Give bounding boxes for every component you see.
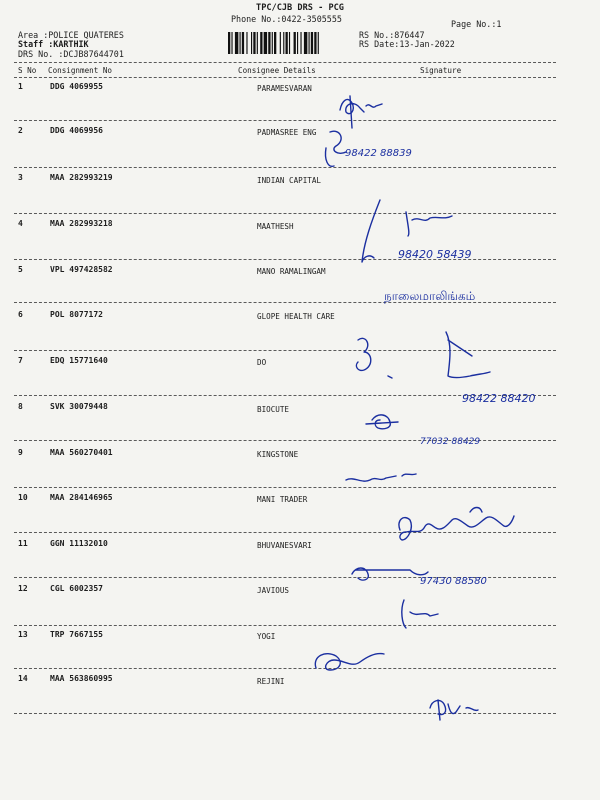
row-divider: [14, 120, 556, 121]
col-consignee-header: Consignee Details: [238, 66, 316, 75]
row-sno: 8: [18, 402, 23, 411]
rs-number: RS No.:876447: [359, 30, 425, 40]
barcode-bar: [311, 32, 313, 54]
row-consignment: VPL 497428582: [50, 265, 113, 274]
row-consignee: KINGSTONE: [257, 450, 299, 459]
row-divider: [14, 532, 556, 533]
signature-2: [325, 131, 411, 166]
row-consignment: MAA 563860995: [50, 674, 113, 683]
drs-number: DRS No. :DCJB87644701: [18, 49, 124, 59]
row-consignment: MAA 560270401: [50, 448, 113, 457]
row-consignment: DDG 4069956: [50, 126, 103, 135]
barcode-bar: [274, 32, 276, 54]
row-consignee: BIOCUTE: [257, 405, 290, 414]
barcode-bar: [280, 32, 281, 54]
row-divider: [14, 213, 556, 214]
row-sno: 3: [18, 173, 23, 182]
row-consignee: REJINI: [257, 677, 285, 686]
row-sno: 6: [18, 310, 23, 319]
barcode-bar: [251, 32, 252, 54]
row-divider: [14, 577, 556, 578]
col-signature-header: Signature: [420, 66, 462, 75]
barcode-bar: [240, 32, 241, 54]
signature-9: [346, 474, 416, 481]
row-consignee: PARAMESVARAN: [257, 84, 312, 93]
row-consignment: MAA 284146965: [50, 493, 113, 502]
signature-5: [384, 289, 475, 303]
row-consignment: MAA 282993219: [50, 173, 113, 182]
row-sno: 4: [18, 219, 23, 228]
barcode-bar: [286, 32, 288, 54]
barcode-bar: [264, 32, 267, 54]
barcode-bar: [242, 32, 244, 54]
row-sno: 11: [18, 539, 28, 548]
row-consignment: SVK 30079448: [50, 402, 108, 411]
barcode-bar: [253, 32, 255, 54]
row-divider: [14, 713, 556, 714]
signature-8-phone: 77032 88429: [420, 437, 481, 447]
signature-4: [362, 200, 471, 262]
sheet-title: TPC/CJB DRS - PCG: [256, 3, 344, 13]
row-divider: [14, 487, 556, 488]
row-consignee: MANO RAMALINGAM: [257, 267, 326, 276]
barcode-bar: [231, 32, 232, 54]
row-divider: [14, 350, 556, 351]
row-consignee: PADMASREE ENG: [257, 128, 317, 137]
area-label: Area :POLICE QUATERES: [18, 30, 124, 40]
row-consignment: GGN 11132010: [50, 539, 108, 548]
row-divider: [14, 259, 556, 260]
barcode-bar: [268, 32, 270, 54]
barcode-bar: [294, 32, 296, 54]
barcode-bar: [246, 32, 247, 54]
barcode-bar: [289, 32, 290, 54]
staff-label: Staff :KARTHIK: [18, 39, 89, 49]
col-sno-header: S No: [18, 66, 37, 75]
row-sno: 9: [18, 448, 23, 457]
barcode-bar: [228, 32, 230, 54]
row-consignment: CGL 6002357: [50, 584, 103, 593]
barcode-bar: [283, 32, 284, 54]
row-divider: [14, 302, 556, 303]
row-sno: 12: [18, 584, 28, 593]
barcode-bar: [235, 32, 238, 54]
signature-7-phone: 98422 88420: [462, 392, 536, 405]
barcode-bar: [257, 32, 258, 54]
barcode-bar: [272, 32, 273, 54]
barcode-bar: [297, 32, 298, 54]
row-divider: [14, 625, 556, 626]
row-divider: [14, 440, 556, 441]
signature-2-phone: 98422 88839: [345, 148, 412, 159]
row-sno: 5: [18, 265, 23, 274]
row-consignment: EDQ 15771640: [50, 356, 108, 365]
row-consignee: MAATHESH: [257, 222, 294, 231]
barcode-bar: [304, 32, 307, 54]
row-consignee: MANI TRADER: [257, 495, 308, 504]
row-divider: [14, 395, 556, 396]
row-sno: 1: [18, 82, 23, 91]
signature-1: [340, 96, 382, 128]
row-sno: 13: [18, 630, 28, 639]
row-consignee: BHUVANESVARI: [257, 541, 312, 550]
row-consignment: MAA 282993218: [50, 219, 113, 228]
barcode-bar: [300, 32, 301, 54]
row-sno: 10: [18, 493, 28, 502]
row-sno: 14: [18, 674, 28, 683]
row-consignment: POL 8077172: [50, 310, 103, 319]
signature-12-phone: 97430 88580: [420, 576, 487, 587]
row-sno: 7: [18, 356, 23, 365]
barcode-bar: [314, 32, 316, 54]
row-sno: 2: [18, 126, 23, 135]
signature-8: [366, 415, 480, 447]
page-number: Page No.:1: [451, 19, 502, 29]
header-divider-bottom: [14, 77, 556, 78]
row-consignee: JAVIOUS: [257, 586, 290, 595]
barcode-bar: [318, 32, 319, 54]
row-divider: [14, 167, 556, 168]
barcode-bar: [309, 32, 310, 54]
signature-14: [430, 700, 478, 720]
rs-date: RS Date:13-Jan-2022: [359, 39, 455, 49]
row-consignee: DO: [257, 358, 267, 367]
signature-4-phone: 98420 58439: [398, 248, 472, 261]
row-consignee: YOGI: [257, 632, 276, 641]
signature-5-name: நாலைமாலிங்கம்: [384, 289, 476, 303]
phone-number: Phone No.:0422-3505555: [231, 14, 342, 24]
barcode: [228, 32, 352, 54]
header-divider-top: [14, 62, 556, 63]
row-consignment: TRP 7667155: [50, 630, 103, 639]
row-consignment: DDG 4069955: [50, 82, 103, 91]
col-consignment-header: Consignment No: [48, 66, 113, 75]
signature-11: [399, 508, 514, 541]
row-consignee: GLOPE HEALTH CARE: [257, 312, 335, 321]
row-divider: [14, 668, 556, 669]
barcode-bar: [260, 32, 262, 54]
row-consignee: INDIAN CAPITAL: [257, 176, 322, 185]
